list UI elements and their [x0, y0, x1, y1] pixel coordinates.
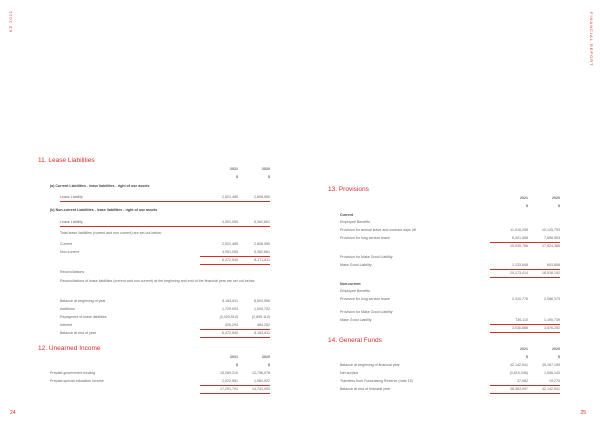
row-value: 19,270: [549, 379, 560, 383]
row-value: 8,021,558: [512, 236, 528, 240]
row-label: Prepaid government funding: [50, 371, 96, 375]
row-value: 8,163,611: [254, 331, 270, 335]
report-year-vertical: KZ 2021: [8, 10, 13, 33]
row-value: 42,142,541: [542, 387, 560, 391]
row-label: Balance at end of year: [60, 331, 96, 335]
note-14-title: 14. General Funds: [328, 337, 382, 344]
row-value: 326,294: [225, 323, 238, 327]
row-value: 2,310,776: [512, 297, 528, 301]
total-value: 18,518,192: [542, 271, 560, 275]
row-value: 3,951,055: [222, 220, 238, 224]
row-label: Balance at end of financial year: [340, 387, 391, 391]
noncurrent-heading: Non-current: [340, 282, 361, 286]
row-label: Non-current: [60, 250, 79, 254]
row-value: 6,472,540: [222, 331, 238, 335]
currency-header: $: [236, 175, 238, 179]
year-header: 2020: [262, 167, 270, 171]
year-header: 2020: [552, 196, 560, 200]
page-number-left: 24: [10, 410, 16, 416]
row-label: Balance at beginning of financial year: [340, 363, 400, 367]
total-rule: [490, 393, 560, 394]
row-value: 2,808,950: [254, 195, 270, 199]
row-value: 38,363,997: [510, 387, 528, 391]
total-value: 20,173,414: [510, 271, 528, 275]
row-value: 35,167,159: [542, 363, 560, 367]
row-value: (2,895,119): [251, 315, 270, 319]
page-number-right: 25: [580, 410, 586, 416]
row-value: 693,806: [547, 263, 560, 267]
row-divider: [60, 226, 270, 227]
sub-heading-noncurrent: (b) Non-current Liabilities - lease liabilities - right of use assets: [50, 208, 158, 212]
row-label: Lease Liability: [60, 195, 83, 199]
subtotal-value: 19,039,766: [510, 244, 528, 248]
row-value: 5,362,661: [254, 250, 270, 254]
note-12-title: 12. Unearned Income: [38, 345, 101, 352]
row-value: 2,022,581: [222, 379, 238, 383]
total-rule: [490, 277, 560, 278]
row-value: 1,984,922: [254, 379, 270, 383]
row-value: 2,521,485: [222, 242, 238, 246]
current-heading: Current: [340, 213, 353, 217]
row-value: 5,362,661: [254, 220, 270, 224]
total-value: 14,741,000: [252, 387, 270, 391]
year-header: 2021: [230, 167, 238, 171]
row-value: 15,269,210: [220, 371, 238, 375]
total-rule: [200, 337, 270, 338]
row-label: Provision for long service leave: [340, 236, 390, 240]
subtotal-value: 17,824,386: [542, 244, 560, 248]
row-label: Current: [60, 242, 72, 246]
total-value: 3,036,886: [512, 326, 528, 330]
row-value: 1,133,648: [512, 263, 528, 267]
reconciliations-heading: Reconciliations: [60, 270, 85, 274]
total-value: 17,291,791: [220, 387, 238, 391]
note-13-title: 13. Provisions: [328, 186, 369, 193]
year-header: 2020: [262, 355, 270, 359]
row-label: Repayment of lease liabilities: [60, 315, 107, 319]
total-rule: [200, 256, 270, 257]
row-value: 2,086,373: [544, 297, 560, 301]
total-rule: [490, 242, 560, 243]
reconciliations-description: Reconciliations of lease liabilities (current and non current) at the beginning and end of the financial year are set out below:: [60, 279, 256, 283]
row-value: 11,018,208: [510, 228, 528, 232]
row-divider: [60, 201, 270, 202]
row-value: 7,698,593: [544, 236, 560, 240]
total-rule: [490, 269, 560, 270]
row-value: 2,808,950: [254, 242, 270, 246]
row-value: (3,420,510): [219, 315, 238, 319]
row-value: 726,110: [515, 318, 528, 322]
sub-heading: Employee Benefits: [340, 289, 370, 293]
row-label: Provision for annual leave and contract days off: [340, 228, 416, 232]
total-rule: [490, 324, 560, 325]
row-label: Interest: [60, 323, 72, 327]
currency-header: $: [526, 204, 528, 208]
row-value: 1,000,702: [254, 307, 270, 311]
row-label: Transfers from Fundraising Reserve (note 15): [340, 379, 413, 383]
year-header: 2021: [520, 347, 528, 351]
row-value: 8,503,596: [254, 299, 270, 303]
row-value: (3,815,346): [509, 371, 528, 375]
total-rule: [200, 385, 270, 386]
row-value: 484,252: [257, 323, 270, 327]
note-11-title: 11. Lease Liabilities: [38, 157, 95, 164]
sub-heading-current: (a) Current Liabilities - lease liabilities - right of use assets: [50, 184, 150, 188]
currency-header: $: [236, 363, 238, 367]
total-rule: [200, 329, 270, 330]
row-value: 3,951,055: [222, 250, 238, 254]
section-title-vertical: FINANCIAL REPORT: [589, 12, 594, 67]
sub-heading: Provision for Make Good Liability: [340, 310, 393, 314]
total-rule: [200, 264, 270, 265]
sub-heading: Provision for Make Good Liability: [340, 255, 393, 259]
row-label: Make Good Liability: [340, 318, 372, 322]
row-label: Net surplus: [340, 371, 359, 375]
row-label: Provision for long service leave: [340, 297, 390, 301]
currency-header: $: [558, 355, 560, 359]
currency-header: $: [268, 175, 270, 179]
total-value: 8,171,611: [254, 258, 270, 262]
year-header: 2021: [520, 196, 528, 200]
total-rule: [490, 385, 560, 386]
year-header: 2020: [552, 347, 560, 351]
total-value: 6,472,540: [222, 258, 238, 262]
total-rule: [490, 332, 560, 333]
row-label: Additions: [60, 307, 75, 311]
currency-header: $: [558, 204, 560, 208]
row-label: Lease Liability: [60, 220, 83, 224]
row-value: 37,082: [517, 379, 528, 383]
row-value: 10,125,793: [542, 228, 560, 232]
currency-header: $: [526, 355, 528, 359]
sub-heading: Employee Benefits: [340, 220, 370, 224]
row-value: 2,521,485: [222, 195, 238, 199]
total-value: 3,876,252: [544, 326, 560, 330]
currency-header: $: [268, 363, 270, 367]
total-description: Total lease liabilities (current and non current) are set out below:: [60, 231, 162, 235]
row-value: 42,142,541: [510, 363, 528, 367]
row-value: 1,729,003: [222, 307, 238, 311]
year-header: 2021: [230, 355, 238, 359]
row-value: 12,756,078: [252, 371, 270, 375]
row-label: Prepaid special education income: [50, 379, 104, 383]
row-value: 1,190,739: [544, 318, 560, 322]
row-label: Make Good Liability: [340, 263, 372, 267]
total-rule: [200, 393, 270, 394]
row-label: Balance at beginning of year: [60, 299, 106, 303]
row-value: 8,163,611: [222, 299, 238, 303]
row-value: 1,056,143: [544, 371, 560, 375]
